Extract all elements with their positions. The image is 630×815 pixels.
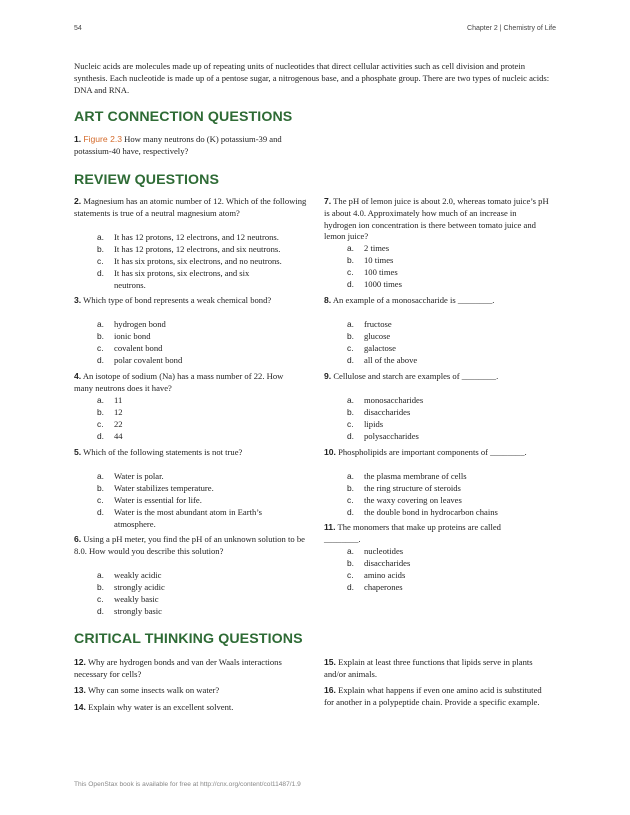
question-16: 16. Explain what happens if even one amino acid is substituted for another in a polypeptide chain. Provide a specific example. (324, 685, 542, 707)
question-12: 12. Why are hydrogen bonds and van der Waals interactions necessary for cells? (74, 657, 282, 679)
question-13: 13. Why can some insects walk on water? (74, 685, 220, 695)
option[interactable]: a. 11 (97, 395, 123, 405)
option[interactable]: b. ionic bond (97, 330, 151, 341)
option[interactable]: b. disaccharides (347, 406, 411, 417)
critical-thinking-heading: CRITICAL THINKING QUESTIONS (74, 631, 303, 647)
question-3-options (97, 319, 309, 367)
question-5: 5. Which of the following statements is not true? (74, 447, 243, 457)
question-10: 10. Phospholipids are important components of ________. (324, 447, 527, 457)
art-connection-heading: ART CONNECTION QUESTIONS (74, 109, 293, 125)
option[interactable]: c. lipids (347, 418, 384, 429)
option[interactable]: a. nucleotides (347, 546, 404, 556)
option[interactable]: a. It has 12 protons, 12 electrons, and 12 neutrons. (97, 232, 279, 242)
question-8-options (347, 319, 547, 367)
chapter-header: Chapter 2 | Chemistry of Life (467, 25, 556, 32)
figure-link[interactable]: Figure 2.3 (83, 134, 123, 144)
intro-paragraph: Nucleic acids are molecules made up of repeating units of nucleotides that direct cellular activities such as cell division and protein synthesis. Each nucleotide is made up of a pentose sugar, a nitrogenous base, and a phosphate group. There are two types of nucleic acids: DNA and RNA. (74, 61, 550, 95)
question-7: 7. The pH of lemon juice is about 2.0, whereas tomato juice’s pH is about 4.0. Approximately how much of an increase in hydrogen ion concentration is there between tomato juice and lemon juice? (324, 196, 549, 242)
option[interactable]: d. strongly basic (97, 605, 162, 616)
option[interactable]: c. 22 (97, 418, 123, 429)
question-2-options (97, 232, 309, 292)
option[interactable]: a. weakly acidic (97, 570, 162, 580)
option[interactable]: a. the plasma membrane of cells (347, 471, 467, 481)
question-11: 11. The monomers that make up proteins are called ________. (324, 522, 501, 544)
question-15: 15. Explain at least three functions that lipids serve in plants and/or animals. (324, 657, 533, 679)
option[interactable]: b. glucose (347, 330, 391, 341)
question-5-options (97, 471, 309, 531)
question-6-options (97, 570, 309, 618)
option[interactable]: a. 2 times (347, 243, 390, 253)
option[interactable]: c. 100 times (347, 266, 398, 277)
option[interactable]: a. fructose (347, 319, 392, 329)
option[interactable]: d. the double bond in hydrocarbon chains (347, 506, 498, 517)
option[interactable]: c. amino acids (347, 569, 406, 580)
option[interactable]: c. Water is essential for life. (97, 494, 202, 505)
option[interactable]: d. polysaccharides (347, 430, 419, 441)
option[interactable]: a. Water is polar. (97, 471, 164, 481)
question-6: 6. Using a pH meter, you find the pH of an unknown solution to be 8.0. How would you describe this solution? (74, 534, 305, 556)
question-3: 3. Which type of bond represents a weak chemical bond? (74, 295, 272, 305)
page-number: 54 (74, 25, 82, 32)
option[interactable]: a. hydrogen bond (97, 319, 166, 329)
option[interactable]: d. chaperones (347, 581, 403, 592)
option[interactable]: c. the waxy covering on leaves (347, 494, 462, 505)
option[interactable]: d. Water is the most abundant atom in Earth’s atmosphere. (97, 506, 262, 529)
option[interactable]: c. weakly basic (97, 593, 159, 604)
question-7-options (347, 243, 547, 291)
question-14: 14. Explain why water is an excellent solvent. (74, 702, 234, 712)
option[interactable]: b. 10 times (347, 254, 394, 265)
option[interactable]: c. covalent bond (97, 342, 163, 353)
question-9: 9. Cellulose and starch are examples of ________. (324, 371, 499, 381)
option[interactable]: a. monosaccharides (347, 395, 424, 405)
option[interactable]: d. It has six protons, six electrons, and six neutrons. (97, 267, 250, 290)
question-2: 2. Magnesium has an atomic number of 12. Which of the following statements is true of a neutral magnesium atom? (74, 196, 307, 218)
question-4-options (97, 395, 309, 443)
option[interactable]: b. 12 (97, 406, 123, 417)
page-footer: This OpenStax book is available for free at http://cnx.org/content/col11487/1.9 (74, 781, 301, 788)
question-1: 1. Figure 2.3 How many neutrons do (K) potassium-39 and potassium-40 have, respectively? (74, 134, 282, 156)
option[interactable]: d. 1000 times (347, 278, 402, 289)
review-heading: REVIEW QUESTIONS (74, 172, 220, 188)
option[interactable]: b. Water stabilizes temperature. (97, 482, 214, 493)
question-9-options (347, 395, 547, 443)
option[interactable]: b. It has 12 protons, 12 electrons, and six neutrons. (97, 243, 281, 254)
option[interactable]: d. all of the above (347, 354, 418, 365)
option[interactable]: b. the ring structure of steroids (347, 482, 461, 493)
question-11-options (347, 546, 547, 594)
option[interactable]: b. strongly acidic (97, 581, 165, 592)
option[interactable]: d. polar covalent bond (97, 354, 183, 365)
question-4: 4. An isotope of sodium (Na) has a mass number of 22. How many neutrons does it have? (74, 371, 284, 393)
option[interactable]: b. disaccharides (347, 557, 411, 568)
question-10-options (347, 471, 547, 519)
option[interactable]: d. 44 (97, 430, 123, 441)
option[interactable]: c. It has six protons, six electrons, and no neutrons. (97, 255, 282, 266)
option[interactable]: c. galactose (347, 342, 396, 353)
question-8: 8. An example of a monosaccharide is ________. (324, 295, 495, 305)
